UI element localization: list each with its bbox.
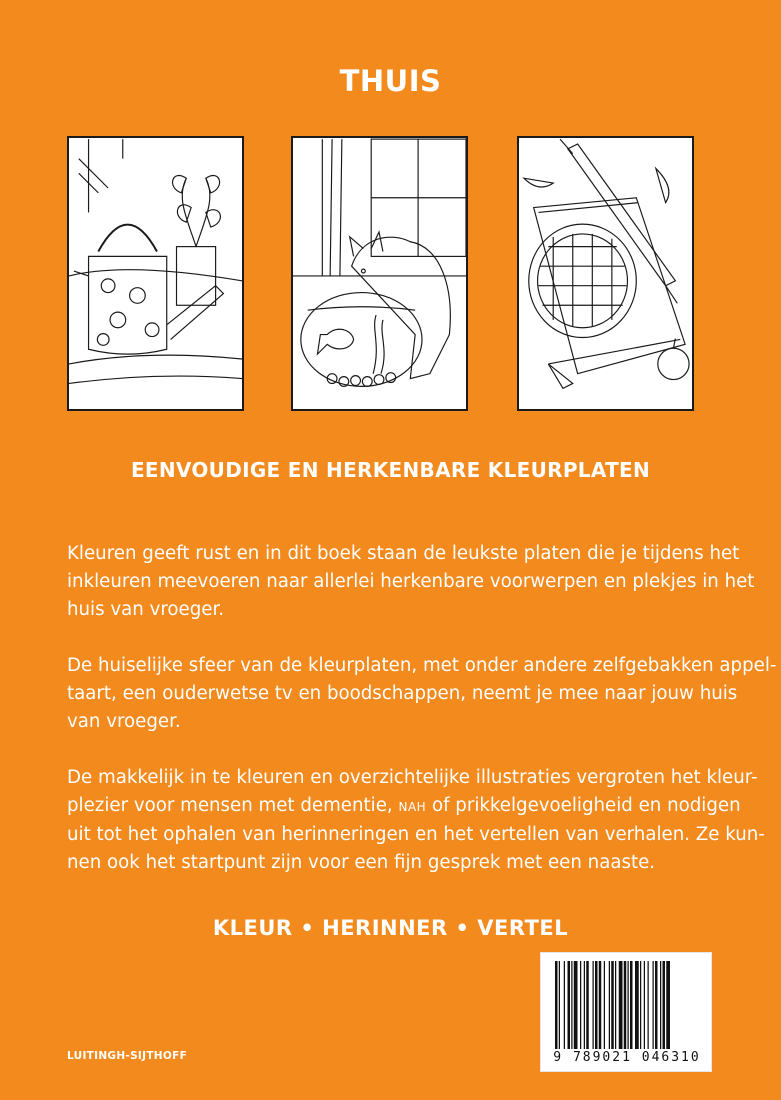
barcode-bar	[580, 961, 581, 1049]
barcode-bar	[571, 961, 572, 1049]
barcode-bar	[555, 961, 558, 1049]
barcode-bar	[640, 961, 641, 1049]
barcode-bar	[595, 961, 598, 1049]
text-line: inkleuren meevoeren naar allerlei herkenbare voorwerpen en plekjes in het	[67, 571, 755, 592]
barcode-bar	[648, 961, 649, 1049]
barcode-bar	[559, 961, 560, 1049]
apple-pie-illustration	[517, 136, 694, 411]
text-fragment: plezier voor mensen met dementie,	[67, 795, 393, 816]
intro-paragraph	[67, 540, 755, 624]
barcode-bar	[660, 961, 661, 1049]
barcode-bar	[564, 961, 565, 1049]
text-line: uit tot het ophalen van herinneringen en het vertellen van verhalen. Ze kun-	[67, 824, 765, 845]
barcode-bar	[655, 961, 658, 1049]
text-fragment: of prikkelgevoeligheid en nodigen	[431, 795, 741, 816]
barcode-bar	[666, 961, 670, 1049]
barcode-bar	[574, 961, 578, 1049]
barcode-bar	[604, 961, 605, 1049]
text-line: van vroeger.	[67, 711, 181, 732]
barcode-bar	[568, 961, 571, 1049]
publisher-name: LUITINGH-SIJTHOFF	[67, 1050, 188, 1062]
barcode-bar	[611, 961, 614, 1049]
text-line: taart, een ouderwetse tv en boodschappen, neemt je mee naar jouw huis	[67, 683, 738, 704]
barcode-bar	[635, 961, 639, 1049]
text-line: De makkelijk in te kleuren en overzichtelijke illustraties vergroten het kleur-	[67, 767, 758, 788]
subtitle: EENVOUDIGE EN HERKENBARE KLEURPLATEN	[130, 458, 651, 482]
barcode	[540, 952, 712, 1072]
barcode-bar	[630, 961, 633, 1049]
barcode-bar	[663, 961, 666, 1049]
page-title: THUIS	[339, 64, 442, 98]
audience-paragraph	[67, 764, 765, 877]
text-line: Kleuren geeft rust en in dit boek staan de leukste platen die je tijdens het	[67, 543, 740, 564]
watering-can-plant-illustration	[67, 136, 244, 411]
barcode-bar	[593, 961, 594, 1049]
barcode-bar	[609, 961, 610, 1049]
abbreviation-nah: NAH	[398, 800, 427, 814]
barcode-bar	[628, 961, 629, 1049]
text-line: nen ook het startpunt zijn voor een fijn gesprek met een naaste.	[67, 852, 656, 873]
barcode-bar	[653, 961, 654, 1049]
barcode-bar	[599, 961, 602, 1049]
atmosphere-paragraph	[67, 652, 777, 736]
isbn-number: 9 789021 046310	[553, 1050, 701, 1065]
tagline: KLEUR • HERINNER • VERTEL	[212, 916, 569, 940]
barcode-bar	[644, 961, 645, 1049]
cat-fishbowl-illustration	[291, 136, 468, 411]
text-line: huis van vroeger.	[67, 599, 225, 620]
text-line: De huiselijke sfeer van de kleurplaten, met onder andere zelfgebakken appel-	[67, 655, 777, 676]
barcode-bar	[586, 961, 589, 1049]
barcode-bar	[619, 961, 623, 1049]
barcode-bar	[615, 961, 616, 1049]
barcode-bar	[584, 961, 585, 1049]
barcode-bars	[555, 961, 701, 1049]
barcode-bar	[624, 961, 627, 1049]
text-line	[67, 792, 741, 821]
